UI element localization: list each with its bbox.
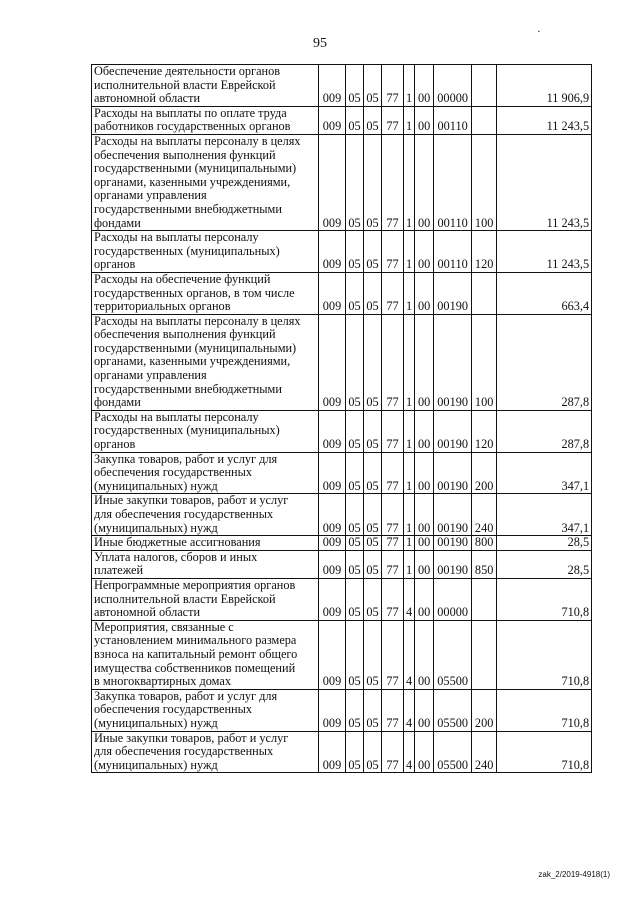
table-row — [92, 231, 592, 273]
code-expense-type: 800 — [472, 536, 497, 551]
code-subsection: 05 — [364, 578, 382, 620]
code-subsection: 05 — [364, 231, 382, 273]
expense-name-line: государственных (муниципальных) — [94, 423, 280, 438]
table-row — [92, 494, 592, 536]
expense-name-line: (муниципальных) нужд — [94, 478, 218, 493]
amount-cell: 347,1 — [497, 452, 592, 494]
expense-name-line: (муниципальных) нужд — [94, 757, 218, 772]
code-subsection: 05 — [364, 65, 382, 107]
code-grbs: 009 — [319, 689, 346, 731]
amount-cell: 710,8 — [497, 578, 592, 620]
code-expense-type: 200 — [472, 689, 497, 731]
amount-cell: 11 243,5 — [497, 231, 592, 273]
code-grbs: 009 — [319, 106, 346, 134]
amount-cell: 663,4 — [497, 272, 592, 314]
expense-name-line: установлением минимального размера — [94, 633, 297, 648]
expense-name-cell — [92, 578, 319, 620]
code-grbs: 009 — [319, 452, 346, 494]
code-section: 05 — [346, 689, 364, 731]
expense-name-line: фондами — [94, 395, 141, 410]
expense-name-line: органов — [94, 257, 136, 272]
expense-name-line: государственных (муниципальных) — [94, 243, 280, 258]
code-expense: 00000 — [434, 65, 472, 107]
expense-name-line: территориальных органов — [94, 299, 231, 314]
expense-name-line: государственными (муниципальными) — [94, 161, 297, 176]
expense-name-line: Расходы на выплаты персоналу — [94, 230, 259, 245]
code-subsection: 05 — [364, 536, 382, 551]
code-program: 77 — [382, 452, 404, 494]
code-expense-type — [472, 578, 497, 620]
expense-name-line: исполнительной власти Еврейской — [94, 591, 276, 606]
code-program: 77 — [382, 134, 404, 230]
expense-name-line: государственными (муниципальными) — [94, 340, 297, 355]
expense-name-cell — [92, 550, 319, 578]
code-section: 05 — [346, 106, 364, 134]
code-subprogram: 4 — [404, 620, 415, 689]
code-subprogram: 1 — [404, 494, 415, 536]
table-row — [92, 620, 592, 689]
code-subprogram: 1 — [404, 550, 415, 578]
footer-document-code: zak_2/2019-4918(1) — [538, 870, 610, 879]
code-grbs: 009 — [319, 134, 346, 230]
table-row — [92, 578, 592, 620]
expense-name-line: государственными внебюджетными — [94, 381, 282, 396]
expense-name-line: органами, казенными учреждениями, — [94, 174, 291, 189]
expense-name-line: (муниципальных) нужд — [94, 715, 218, 730]
code-grbs: 009 — [319, 550, 346, 578]
expense-name-line: (муниципальных) нужд — [94, 520, 218, 535]
expense-name-line: государственными внебюджетными — [94, 201, 282, 216]
code-expense-type: 240 — [472, 494, 497, 536]
code-grbs: 009 — [319, 65, 346, 107]
code-subprogram: 1 — [404, 536, 415, 551]
expense-name-line: в многоквартирных домах — [94, 674, 231, 689]
expense-name-line: Иные закупки товаров, работ и услуг — [94, 731, 289, 745]
code-subsection: 05 — [364, 452, 382, 494]
expense-name-cell — [92, 272, 319, 314]
budget-table — [91, 64, 592, 773]
code-program: 77 — [382, 410, 404, 452]
expense-name-line: фондами — [94, 215, 141, 230]
code-direction: 00 — [415, 272, 434, 314]
code-subsection: 05 — [364, 106, 382, 134]
code-program: 77 — [382, 65, 404, 107]
expense-name-cell — [92, 536, 319, 551]
code-subsection: 05 — [364, 689, 382, 731]
amount-cell: 28,5 — [497, 550, 592, 578]
table-row — [92, 134, 592, 230]
page-number: 95 — [313, 36, 327, 51]
expense-name-cell — [92, 689, 319, 731]
code-expense-type — [472, 106, 497, 134]
table-row — [92, 65, 592, 107]
corner-mark: · — [537, 26, 541, 38]
amount-cell: 11 243,5 — [497, 106, 592, 134]
code-expense: 00190 — [434, 452, 472, 494]
code-direction: 00 — [415, 550, 434, 578]
code-subprogram: 1 — [404, 65, 415, 107]
code-expense-type: 100 — [472, 314, 497, 410]
code-direction: 00 — [415, 452, 434, 494]
table-row — [92, 314, 592, 410]
expense-name-line: Закупка товаров, работ и услуг для — [94, 452, 278, 466]
expense-name-line: для обеспечения государственных — [94, 744, 274, 759]
code-direction: 00 — [415, 314, 434, 410]
code-section: 05 — [346, 620, 364, 689]
expense-name-line: Обеспечение деятельности органов — [94, 64, 281, 78]
expense-name-line: Мероприятия, связанные с — [94, 620, 234, 634]
code-expense: 05500 — [434, 689, 472, 731]
expense-name-cell — [92, 494, 319, 536]
code-expense-type: 120 — [472, 231, 497, 273]
code-direction: 00 — [415, 689, 434, 731]
code-section: 05 — [346, 231, 364, 273]
amount-cell: 287,8 — [497, 314, 592, 410]
code-subprogram: 4 — [404, 731, 415, 773]
expense-name-cell — [92, 106, 319, 134]
amount-cell: 11 243,5 — [497, 134, 592, 230]
amount-cell: 11 906,9 — [497, 65, 592, 107]
code-direction: 00 — [415, 106, 434, 134]
code-expense-type: 240 — [472, 731, 497, 773]
code-direction: 00 — [415, 231, 434, 273]
code-expense: 00110 — [434, 106, 472, 134]
expense-name-line: работников государственных органов — [94, 119, 291, 134]
expense-name-line: Расходы на обеспечение функций — [94, 272, 271, 286]
expense-name-line: органов — [94, 437, 136, 452]
code-program: 77 — [382, 620, 404, 689]
code-subsection: 05 — [364, 731, 382, 773]
expense-name-line: Расходы на выплаты персоналу — [94, 410, 259, 424]
code-section: 05 — [346, 494, 364, 536]
expense-name-line: Уплата налогов, сборов и иных — [94, 550, 258, 564]
code-expense-type: 100 — [472, 134, 497, 230]
expense-name-cell — [92, 231, 319, 273]
code-section: 05 — [346, 452, 364, 494]
code-grbs: 009 — [319, 314, 346, 410]
expense-name-line: органами управления — [94, 188, 207, 203]
table-row — [92, 550, 592, 578]
code-grbs: 009 — [319, 494, 346, 536]
expense-name-line: органами управления — [94, 368, 207, 383]
code-grbs: 009 — [319, 578, 346, 620]
expense-name-line: государственных органов, в том числе — [94, 285, 295, 300]
code-subprogram: 1 — [404, 452, 415, 494]
amount-cell: 287,8 — [497, 410, 592, 452]
amount-cell: 710,8 — [497, 731, 592, 773]
expense-name-line: автономной области — [94, 605, 201, 620]
code-subsection: 05 — [364, 272, 382, 314]
code-subsection: 05 — [364, 410, 382, 452]
expense-name-line: взноса на капитальный ремонт общего — [94, 646, 298, 661]
code-grbs: 009 — [319, 231, 346, 273]
expense-name-line: Непрограммные мероприятия органов — [94, 578, 296, 592]
code-direction: 00 — [415, 731, 434, 773]
expense-name-cell — [92, 620, 319, 689]
expense-name-line: Закупка товаров, работ и услуг для — [94, 689, 278, 703]
code-section: 05 — [346, 314, 364, 410]
code-grbs: 009 — [319, 536, 346, 551]
code-expense-type: 200 — [472, 452, 497, 494]
expense-name-line: исполнительной власти Еврейской — [94, 77, 276, 92]
expense-name-line: Расходы на выплаты персоналу в целях — [94, 314, 301, 328]
code-expense-type: 850 — [472, 550, 497, 578]
code-expense: 05500 — [434, 620, 472, 689]
expense-name-line: для обеспечения государственных — [94, 507, 274, 521]
expense-name-cell — [92, 410, 319, 452]
code-expense: 00190 — [434, 536, 472, 551]
amount-cell: 28,5 — [497, 536, 592, 551]
code-program: 77 — [382, 536, 404, 551]
table-row — [92, 536, 592, 551]
code-subprogram: 1 — [404, 314, 415, 410]
code-expense-type: 120 — [472, 410, 497, 452]
code-subprogram: 1 — [404, 106, 415, 134]
expense-name-cell — [92, 314, 319, 410]
expense-name-line: имущества собственников помещений — [94, 660, 296, 675]
code-section: 05 — [346, 134, 364, 230]
code-section: 05 — [346, 731, 364, 773]
code-subprogram: 4 — [404, 689, 415, 731]
code-subsection: 05 — [364, 134, 382, 230]
table-row — [92, 272, 592, 314]
code-section: 05 — [346, 272, 364, 314]
code-section: 05 — [346, 578, 364, 620]
expense-name-line: Иные закупки товаров, работ и услуг — [94, 493, 289, 508]
code-program: 77 — [382, 578, 404, 620]
code-expense: 00190 — [434, 272, 472, 314]
code-subprogram: 1 — [404, 272, 415, 314]
table-row — [92, 410, 592, 452]
expense-name-cell — [92, 731, 319, 773]
code-expense: 00000 — [434, 578, 472, 620]
code-program: 77 — [382, 494, 404, 536]
expense-name-line: органами, казенными учреждениями, — [94, 354, 291, 369]
code-expense: 00190 — [434, 410, 472, 452]
code-expense: 05500 — [434, 731, 472, 773]
table-row — [92, 731, 592, 773]
code-section: 05 — [346, 65, 364, 107]
code-program: 77 — [382, 731, 404, 773]
code-subprogram: 1 — [404, 410, 415, 452]
code-subsection: 05 — [364, 550, 382, 578]
code-subprogram: 1 — [404, 231, 415, 273]
code-subsection: 05 — [364, 620, 382, 689]
code-direction: 00 — [415, 410, 434, 452]
code-direction: 00 — [415, 620, 434, 689]
expense-name-cell — [92, 134, 319, 230]
expense-name-line: платежей — [94, 563, 144, 578]
code-section: 05 — [346, 550, 364, 578]
code-direction: 00 — [415, 65, 434, 107]
code-subprogram: 1 — [404, 134, 415, 230]
code-direction: 00 — [415, 578, 434, 620]
expense-name-cell — [92, 65, 319, 107]
code-grbs: 009 — [319, 410, 346, 452]
code-expense-type — [472, 620, 497, 689]
code-subsection: 05 — [364, 494, 382, 536]
expense-name-line: Иные бюджетные ассигнования — [94, 535, 261, 550]
expense-name-line: обеспечения выполнения функций — [94, 147, 276, 162]
code-expense-type — [472, 65, 497, 107]
code-program: 77 — [382, 106, 404, 134]
code-subsection: 05 — [364, 314, 382, 410]
expense-name-line: Расходы на выплаты персоналу в целях — [94, 134, 301, 148]
code-program: 77 — [382, 550, 404, 578]
code-subprogram: 4 — [404, 578, 415, 620]
code-direction: 00 — [415, 134, 434, 230]
code-section: 05 — [346, 536, 364, 551]
amount-cell: 710,8 — [497, 689, 592, 731]
expense-name-line: обеспечения выполнения функций — [94, 327, 276, 342]
table-row — [92, 452, 592, 494]
code-expense-type — [472, 272, 497, 314]
code-expense: 00190 — [434, 550, 472, 578]
code-expense: 00190 — [434, 494, 472, 536]
code-direction: 00 — [415, 494, 434, 536]
amount-cell: 710,8 — [497, 620, 592, 689]
code-expense: 00110 — [434, 231, 472, 273]
expense-name-line: обеспечения государственных — [94, 702, 253, 717]
code-program: 77 — [382, 231, 404, 273]
code-grbs: 009 — [319, 272, 346, 314]
code-expense: 00190 — [434, 314, 472, 410]
code-program: 77 — [382, 272, 404, 314]
expense-name-line: автономной области — [94, 91, 201, 106]
expense-name-line: Расходы на выплаты по оплате труда — [94, 106, 287, 120]
expense-name-line: обеспечения государственных — [94, 465, 253, 480]
amount-cell: 347,1 — [497, 494, 592, 536]
budget-table-body — [92, 65, 592, 773]
code-section: 05 — [346, 410, 364, 452]
table-row — [92, 689, 592, 731]
expense-name-cell — [92, 452, 319, 494]
code-direction: 00 — [415, 536, 434, 551]
code-expense: 00110 — [434, 134, 472, 230]
code-grbs: 009 — [319, 731, 346, 773]
code-grbs: 009 — [319, 620, 346, 689]
code-program: 77 — [382, 314, 404, 410]
code-program: 77 — [382, 689, 404, 731]
table-row — [92, 106, 592, 134]
